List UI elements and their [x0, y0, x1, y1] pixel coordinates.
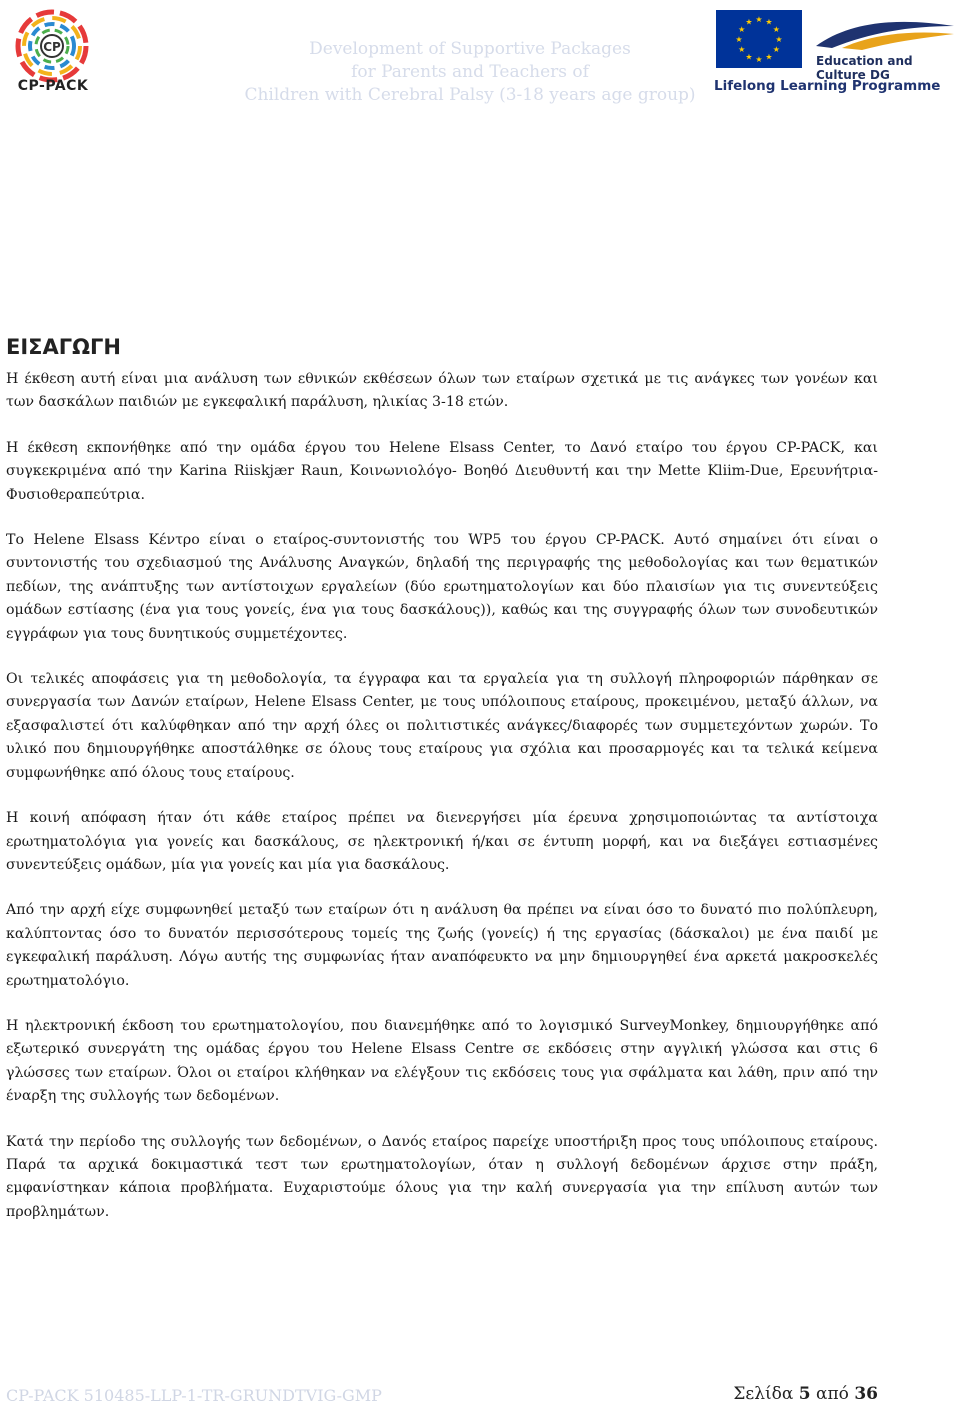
- total-pages: 36: [854, 1384, 878, 1404]
- svg-text:★: ★: [745, 52, 753, 62]
- project-title-line-3: Children with Cerebral Palsy (3-18 years age group): [244, 85, 696, 105]
- page-word: Σελίδα: [733, 1384, 794, 1404]
- svg-text:★: ★: [772, 25, 780, 34]
- project-title: [200, 38, 740, 107]
- paragraph-6: Από την αρχή είχε συμφωνηθεί μεταξύ των εταίρων ότι η ανάλυση θα πρέπει να είναι όσο το δυνατό πιο πολύπλευρη, καλύπτοντας όσο το δυνατόν περισσότερους τομείς της ζωής (γονείς) ή της εργασίας (δάσκαλοι) με ένα παιδί με εγκεφαλική παράλυση. Λόγω αυτής της συμφωνίας ήταν αναπόφευκτο να μην δημιουργηθεί ένα αρκετά μακροσκελές ερωτηματολόγιο.: [6, 902, 878, 989]
- svg-text:★: ★: [765, 17, 773, 27]
- education-culture-label: Education and Culture DG: [816, 54, 913, 82]
- paragraph-7: Η ηλεκτρονική έκδοση του ερωτηματολογίου, που διανεμήθηκε από το λογισμικό SurveyMonkey, δημιουργήθηκε από εξωτερικό συνεργάτη της ομάδας έργου του Helene Elsass Centre σε εκδόσεις στην αγγλική γλώσσα και στις 6 γλώσσες των εταίρων. Όλοι οι εταίροι κλήθηκαν να ελέγξουν τις εκδόσεις τους για σφάλματα και λάθη, πριν από την έναρξη της συλλογής των δεδομένων.: [6, 1017, 878, 1105]
- cp-pack-logo-text: CP-PACK: [17, 78, 89, 94]
- svg-text:CP: CP: [43, 40, 61, 54]
- paragraph-2: Η έκθεση εκπονήθηκε από την ομάδα έργου του Helene Elsass Center, το Δανό εταίρο του έργου CP-PACK, και συγκεκριμένα από την Karina Riiskjær Raun, Κοινωνιολόγο- Βοηθό Διευθυντή και την Mette Kliim-Due, Ερευνήτρια- Φυσιοθεραπεύτρια.: [6, 439, 878, 503]
- paragraph-5: Η κοινή απόφαση ήταν ότι κάθε εταίρος πρέπει να διενεργήσει μία έρευνα χρησιμοποιώντας τα αντίστοιχα ερωτηματολόγια για γονείς και δασκάλους, σε ηλεκτρονική ή/και σε έντυπη μορφή, και να διεξάγει εστιασμένες συνεντεύξεις ομάδων, μία για γονείς και μία για δασκάλους.: [6, 810, 878, 873]
- project-title-line-1: Development of Supportive Packages: [309, 39, 631, 59]
- paragraph-1: Η έκθεση αυτή είναι μια ανάλυση των εθνικών εκθέσεων όλων των εταίρων σχετικά με τις ανάγκες των γονέων και των δασκάλων παιδιών με εγκεφαλική παράλυση, ηλικίας 3-18 ετών.: [6, 371, 878, 411]
- svg-text:★: ★: [775, 35, 783, 44]
- paragraph-8: Κατά την περίοδο της συλλογής των δεδομένων, ο Δανός εταίρος παρείχε υποστήριξη προς τους υπόλοιπους εταίρους. Παρά τα αρχικά δοκιμαστικά τεστ των ερωτηματολογίων, όταν η συλλογή δεδομένων άρχισε στην πράξη, εμφανίστηκαν κάποια προβλήματα. Ευχαριστούμε όλους για την καλή συνεργασία για την επίλυση αυτών των προβλημάτων.: [6, 1133, 878, 1220]
- paragraph-3: Το Helene Elsass Κέντρο είναι ο εταίρος-συντονιστής του WP5 του έργου CP-PACK. Αυτό σημαίνει ότι είναι ο συντονιστής του σχεδιασμού της Ανάλυσης Αναγκών, δηλαδή της περιγραφής της μεθοδολογίας και των θεματικών πεδίων, της ανάπτυξης των αντίστοιχων εργαλείων (δύο ερωτηματολογίων και δύο πλαισίων για τις συνεντεύξεις ομάδων εστίασης (ένα για τους γονείς, ένα για τους δασκάλους)), καθώς και της συγγραφής όλων των συνοδευτικών εγγράφων για τους δυνητικούς συμμετέχοντες.: [6, 532, 878, 642]
- of-word: από: [816, 1384, 849, 1404]
- paragraph-4: Οι τελικές αποφάσεις για τη μεθοδολογία, τα έγγραφα και τα εργαλεία για τη συλλογή πληροφοριών πάρθηκαν σε συνεργασία των Δανών εταίρων, Helene Elsass Center, με τους υπόλοιπους εταίρους, προκειμένου, μεταξύ άλλων, να εξασφαλιστεί ότι καλύφθηκαν από την αρχή όλες οι πολιτιστικές ανάγκες/διαφορές των συμμετεχόντων χωρών. Το υλικό που δημιουργήθηκε αποστάλθηκε σε όλους τους εταίρους για σχόλια και προσαρμογές και τα τελικά κείμενα συμφωνήθηκε από όλους τους εταίρους.: [6, 671, 878, 781]
- svg-text:★: ★: [745, 17, 753, 27]
- svg-text:★: ★: [765, 52, 773, 62]
- ec-swoosh-icon: [812, 16, 958, 52]
- section-heading: ΕΙΣΑΓΩΓΗ: [6, 335, 121, 359]
- lifelong-learning-label: Lifelong Learning Programme: [714, 78, 941, 94]
- page-header: [0, 0, 960, 110]
- project-title-line-2: for Parents and Teachers of: [351, 62, 589, 82]
- svg-text:★: ★: [755, 55, 763, 64]
- footer-project-code: CP-PACK 510485-LLP-1-TR-GRUNDTVIG-GMP: [6, 1386, 382, 1405]
- eu-flag-icon: [716, 10, 802, 68]
- svg-text:★: ★: [738, 25, 746, 34]
- current-page: 5: [798, 1384, 811, 1404]
- footer-page-number: [733, 1384, 878, 1404]
- svg-text:★: ★: [738, 45, 746, 54]
- svg-text:★: ★: [755, 15, 763, 24]
- svg-text:★: ★: [772, 45, 780, 54]
- svg-text:★: ★: [735, 35, 743, 44]
- document-body: [6, 332, 878, 1246]
